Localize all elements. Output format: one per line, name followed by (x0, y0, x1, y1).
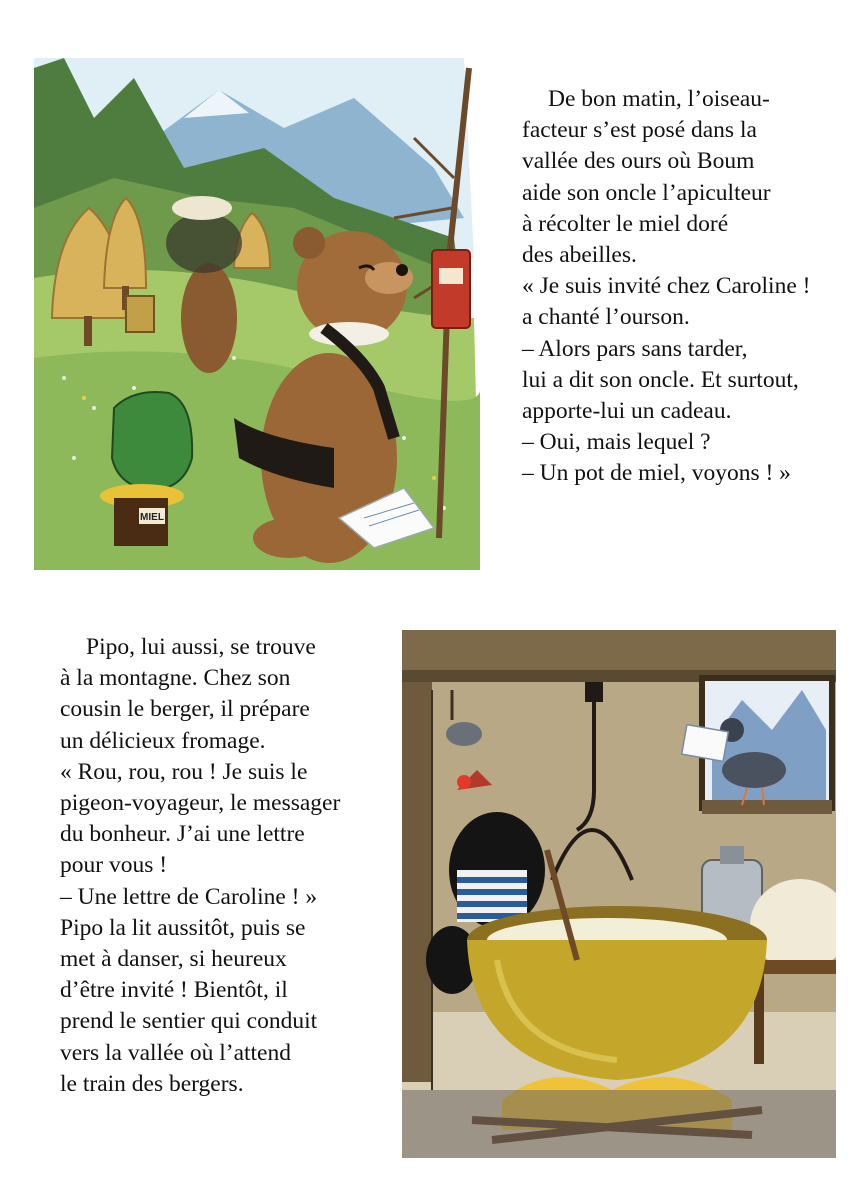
text-line: vers la vallée où l’attend (60, 1039, 291, 1066)
text-line: des abeilles. (522, 242, 637, 269)
text-line: un délicieux fromage. (60, 727, 266, 754)
text-line: met à danser, si heureux (60, 946, 287, 973)
text-line: à récolter le miel doré (522, 210, 729, 237)
text-line: De bon matin, l’oiseau- (548, 86, 770, 112)
text-line: pour vous ! (60, 852, 168, 879)
bear-meadow-scene (34, 58, 480, 570)
text-line: cousin le berger, il prépare (60, 696, 310, 723)
text-line: le train des bergers. (60, 1070, 244, 1097)
story-text-top (522, 84, 810, 490)
text-line: d’être invité ! Bientôt, il (60, 977, 288, 1004)
text-line: à la montagne. Chez son (60, 665, 291, 692)
text-line: apporte-lui un cadeau. (522, 398, 732, 425)
miel-jar-label: MIEL (140, 512, 164, 523)
text-line: – Un pot de miel, voyons ! » (522, 460, 791, 487)
text-line: « Rou, rou, rou ! Je suis le (60, 758, 308, 785)
illustration-dog-cheese-cauldron (402, 630, 836, 1158)
text-line: pigeon-voyageur, le messager (60, 790, 341, 817)
text-line: du bonheur. J’ai une lettre (60, 821, 305, 848)
text-line: lui a dit son oncle. Et surtout, (522, 366, 799, 393)
text-line: prend le sentier qui conduit (60, 1008, 318, 1035)
illustration-bear-beehives (34, 58, 480, 570)
text-line: – Alors pars sans tarder, (522, 335, 748, 362)
text-line: vallée des ours où Boum (522, 148, 755, 175)
text-line: a chanté l’ourson. (522, 304, 690, 331)
text-line: « Je suis invité chez Caroline ! (522, 273, 811, 300)
text-line: – Une lettre de Caroline ! » (60, 883, 318, 910)
text-line: – Oui, mais lequel ? (522, 429, 711, 456)
story-text-bottom (60, 632, 340, 1100)
text-line: Pipo la lit aussitôt, puis se (60, 914, 306, 941)
text-line: aide son oncle l’apiculteur (522, 179, 771, 206)
chalet-kitchen-scene (402, 630, 836, 1158)
text-line: Pipo, lui aussi, se trouve (86, 634, 316, 660)
text-line: facteur s’est posé dans la (522, 117, 757, 144)
